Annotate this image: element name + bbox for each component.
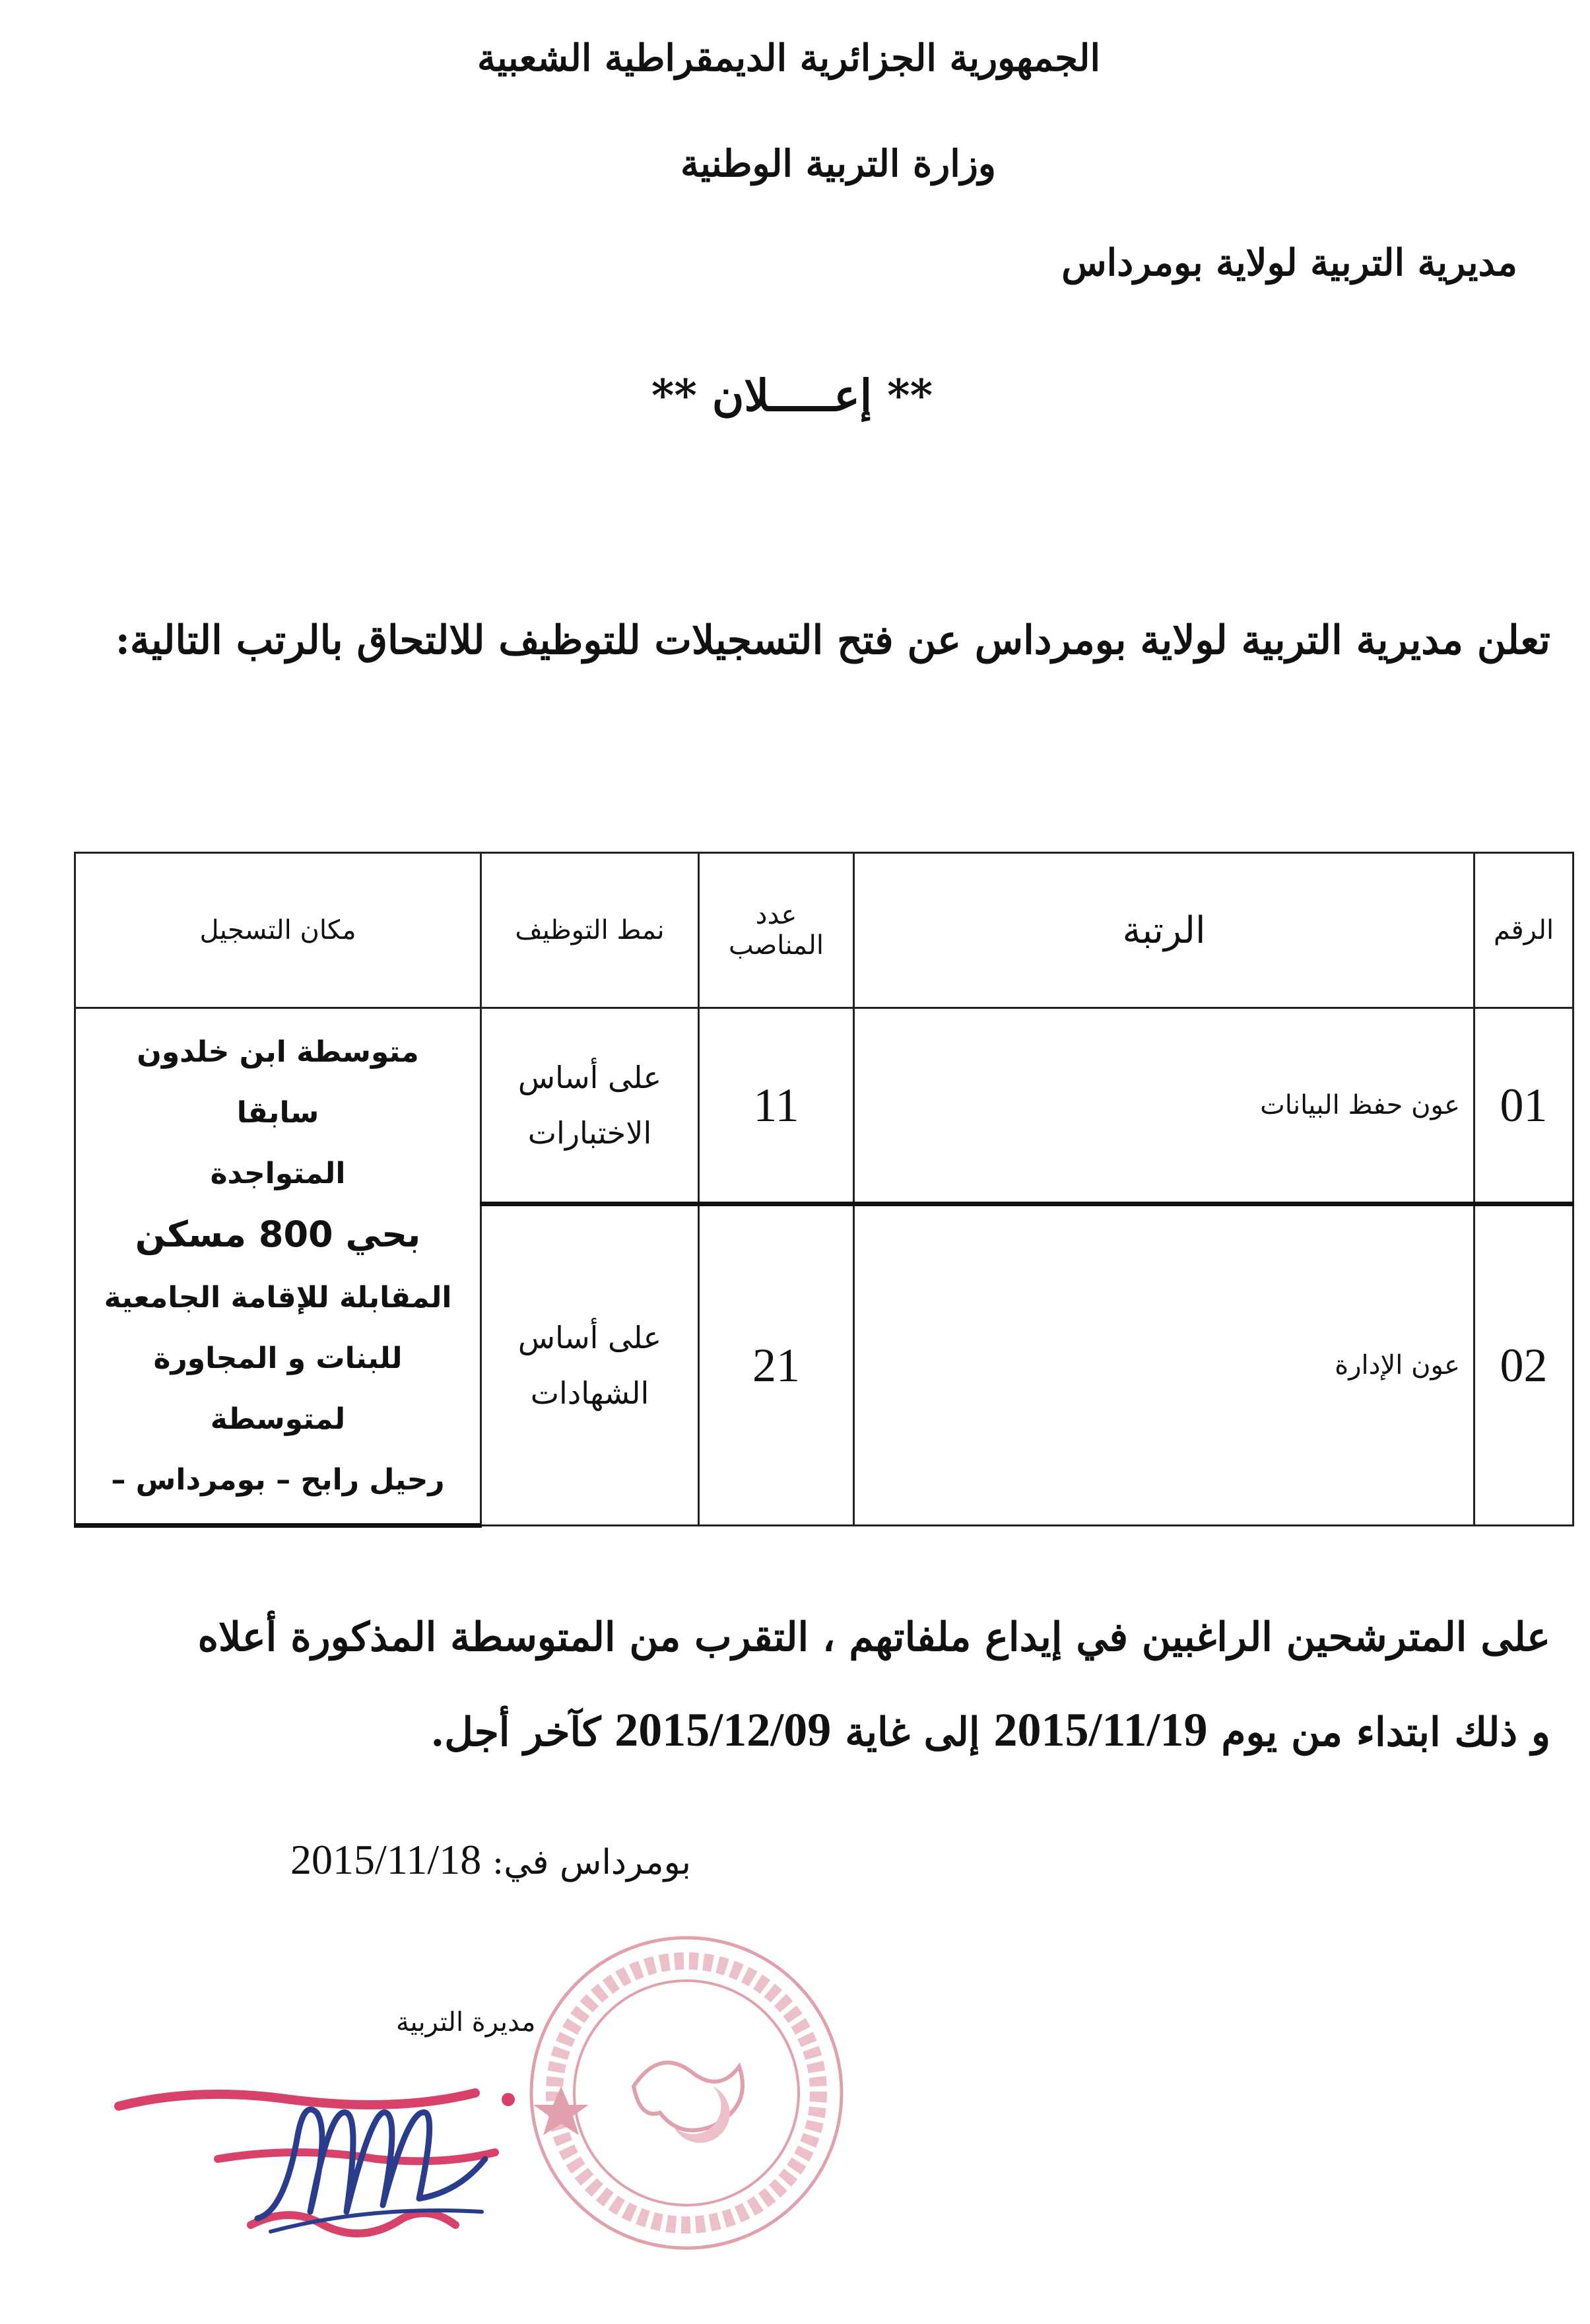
closing-line2 [73,1684,1550,1779]
ministry-heading: وزارة التربية الوطنية [680,142,996,186]
place-label: بومرداس في: [492,1843,691,1882]
directorate-heading: مديرية التربية لولاية بومرداس [1061,241,1517,285]
place-line2: المتواجدة [210,1156,346,1190]
row-mode [481,1008,699,1204]
row-rank: عون حفظ البيانات [854,1008,1474,1204]
recruitment-table [74,852,1574,1528]
closing-line1: على المترشحين الراغبين في إيداع ملفاتهم ، التقرب من المتوسطة المذكورة أعلاه [197,1614,1550,1660]
header-number: الرقم [1474,853,1573,1008]
row-mode [481,1204,699,1526]
signature-underline [271,2210,482,2232]
row-number: 02 [1474,1204,1573,1526]
row-positions: 21 [699,1204,854,1526]
place-line3: بحي 800 مسكن [135,1213,421,1255]
row-number: 01 [1474,1008,1573,1204]
signature-stroke [257,2109,485,2218]
header-positions-line2: المناصب [729,930,824,961]
header-positions-line1: عدد [755,900,797,930]
registration-place [75,1008,481,1526]
row-mode-line2: الاختبارات [527,1115,652,1151]
handwritten-signature [244,2034,508,2251]
place-line4: المقابلة للإقامة الجامعية [104,1280,452,1315]
row-mode-line1: على أساس [517,1320,662,1355]
place-line5: للبنات و المجاورة لمتوسطة [153,1341,403,1436]
issue-date: 2015/11/18 [290,1836,482,1883]
row-mode-line2: الشهادات [530,1375,649,1411]
closing-prefix: و ذلك ابتداء من يوم [1221,1709,1550,1756]
place-line1: متوسطة ابن خلدون سابقا [137,1035,419,1130]
header-positions [699,853,854,1008]
start-date: 2015/11/19 [993,1703,1208,1756]
row-mode-line1: على أساس [517,1060,662,1095]
header-place: مكان التسجيل [75,853,481,1008]
closing-paragraph [73,1591,1550,1779]
end-date: 2015/12/09 [614,1703,832,1756]
place-and-date [290,1835,691,1884]
intro-paragraph: تعلن مديرية التربية لولاية بومرداس عن فتح التسجيلات للتوظيف للالتحاق بالرتب التالية: [115,617,1550,664]
header-mode: نمط التوظيف [481,853,699,1008]
place-line6: رحيل رابح – بومرداس – [111,1462,445,1497]
table-header-row [75,853,1573,1008]
signatory-title: مديرة التربية [396,2007,536,2037]
announcement-title: ** إعـــــلان ** [651,370,933,421]
table-row [75,1008,1573,1204]
closing-suffix: كآخر أجل. [430,1709,601,1756]
row-positions: 11 [699,1008,854,1204]
header-rank: الرتبة [854,853,1474,1008]
republic-heading: الجمهورية الجزائرية الديمقراطية الشعبية [477,36,1100,80]
closing-mid: إلى غاية [845,1709,980,1756]
row-rank: عون الإدارة [854,1204,1474,1526]
